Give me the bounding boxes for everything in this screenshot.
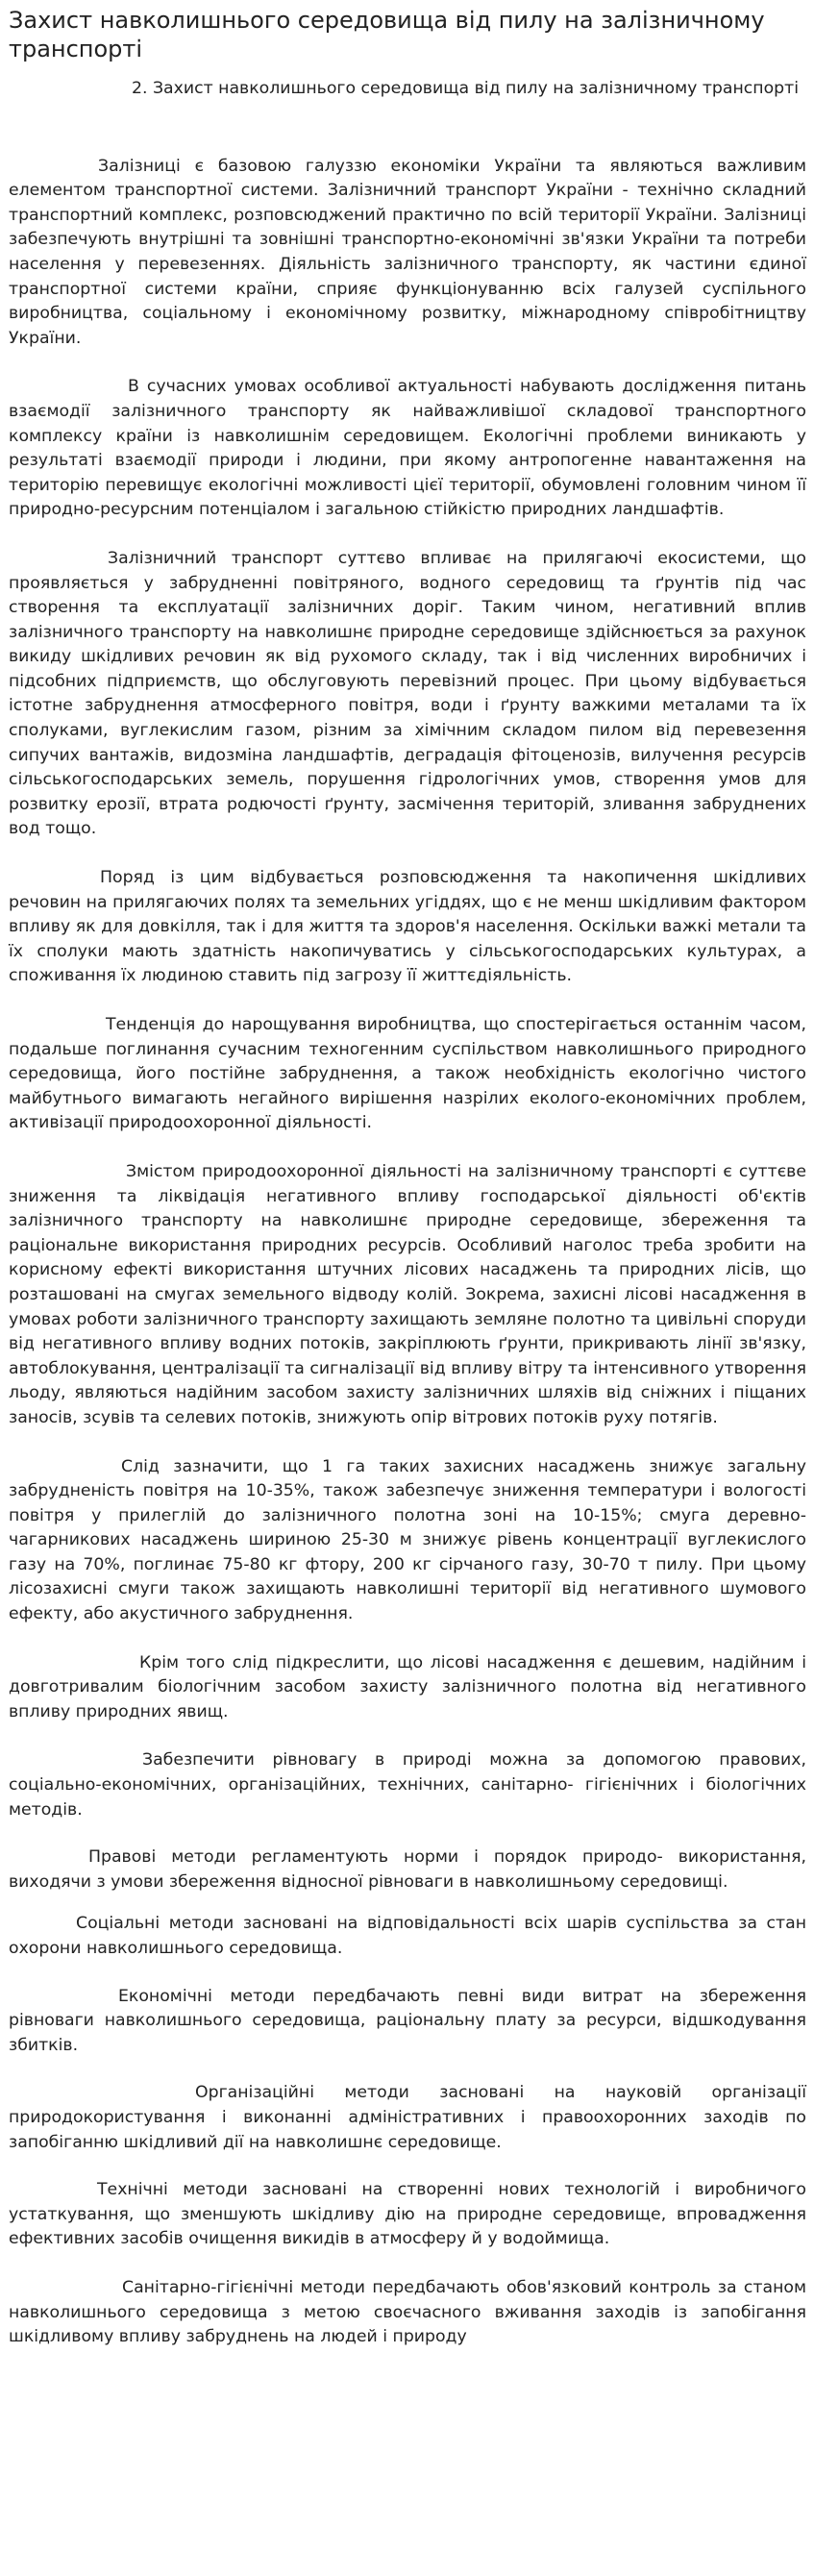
paragraph-14: Технічні методи засновані на створенні нових технологій і виробничого устаткування, що зменшують шкідливу дію на природне середовище, впровадження ефективних засобів очищення викидів в атмосферу й у водоймища. [9,2180,806,2249]
paragraph-6: Змістом природоохоронної діяльності на залізничному транспорті є суттєве зниження та ліквідація негативного впливу господарської діяльності об'єктів залізничного транспорту на навколишнє природне середовище, збереження та раціональне використання природних ресурсів. Особливий наголос треба зробити на корисному ефекті використання штучних лісових насаджень та природних лісів, що розташовані на смугах земельного відводу колій. Зокрема, захисні лісові насадження в умовах роботи залізничного транспорту захищають земляне полотно та цивільні споруди від негативного впливу водних потоків, закріплюють ґрунти, прикривають лінії зв'язку, автоблокування, централізації та сигналізації від впливу вітру та інтенсивного утворення льоду, являються надійним засобом захисту залізничних шляхів від сніжних і піщаних заносів, зсувів та селевих потоків, знижують опір вітрових потоків руху потягів. [9,1161,806,1427]
paragraph-8: Крім того слід підкреслити, що лісові насадження є дешевим, надійним і довготривалим біологічним засобом захисту залізничного полотна від негативного впливу природних явищ. [9,1652,806,1721]
paragraph-5: Тенденція до нарощування виробництва, що спостерігається останнім часом, подальше поглинання сучасним техногенним суспільством навколишнього природного середовища, його постійне забруднення, а також необхідність екологічно чистого майбутнього вимагають негайного вирішення назрілих еколого-економічних проблем, активізації природоохоронної діяльності. [9,1015,806,1133]
paragraph-3: Залізничний транспорт суттєво впливає на прилягаючі екосистеми, що проявляється у забрудненні повітряного, водного середовищ та ґрунтів під час створення та експлуатації залізничних доріг. Таким чином, негативний вплив залізничного транспорту на навколишнє природне середовище здійснюється за рахунок викиду шкідливих речовин як від рухомого складу, так і від численних виробничих і підсобних підприємств, що обслуговують перевізний процес. При цьому відбувається істотне забруднення атмосферного повітря, води і ґрунту важкими металами та їх сполуками, вуглекислим газом, різним за хімічним складом пилом від перевезення сипучих вантажів, видозміна ландшафтів, деградація фітоценозів, вилучення ресурсів сільськогосподарських земель, порушення гідрологічних умов, створення умов для розвитку ерозії, втрата родючості ґрунту, засмічення територій, зливання забруднених вод тощо. [9,548,806,839]
paragraph-10: Правові методи регламентують норми і порядок природо- використання, виходячи з умови збереження відносної рівноваги в навколишньому середовищі. [9,1847,806,1892]
paragraph-15: Санітарно-гігієнічні методи передбачають обов'язковий контроль за станом навколишнього середовища з метою своєчасного вживання заходів із запобігання шкідливому впливу забруднень на людей і природу [9,2277,806,2347]
paragraph-12: Економічні методи передбачають певні види витрат на збереження рівноваги навколишнього середовища, раціональну плату за ресурси, відшкодування збитків. [9,1986,806,2055]
paragraph-2: В сучасних умовах особливої актуальності набувають дослідження питань взаємодії залізничного транспорту як найважливішої складової транспортного комплексу країни із навколишнім середовищем. Екологічні проблеми виникають у результаті взаємодії природи і людини, при якому антропогенне навантаження на територію перевищує екологічні можливості цієї території, обумовлені головним чином її природно-ресурсним потенціалом і загальною стійкістю природних ландшафтів. [9,377,806,520]
document-page [0,6,814,2576]
paragraph-1: Залізниці є базовою галуззю економіки України та являються важливим елементом транспортної системи. Залізничний транспорт України - технічно складний транспортний комплекс, розповсюджений практично по всій території України. Залізниці забезпечують внутрішні та зовнішні транспортно-економічні зв'язки України та потреби населення у перевезеннях. Діяльність залізничного транспорту, як частини єдиної транспортної системи країни, сприяє функціонуванню всіх галузей суспільного виробництва, соціальному і економічному розвитку, міжнародному співробітництву України. [9,156,806,348]
paragraph-7: Слід зазначити, що 1 га таких захисних насаджень знижує загальну забрудненість повітря на 10-35%, також забезпечує зниження температури і вологості повітря у прилеглій до залізничного полотна зоні на 10-15%; смуга деревно-чагарникових насаджень шириною 25-30 м знижує рівень концентрації вуглекислого газу на 70%, поглинає 75-80 кг фтору, 200 кг сірчаного газу, 30-70 т пилу. При цьому лісозахисні смуги також захищають навколишні території від негативного шумового ефекту, або акустичного забруднення. [9,1456,806,1624]
document-body [9,77,806,2350]
section-heading: 2. Захист навколишнього середовища від пилу на залізничному транспорті [132,79,800,98]
paragraph-9: Забезпечити рівновагу в природі можна за допомогою правових, соціально-економічних, організаційних, технічних, санітарно- гігієнічних і біологічних методів. [9,1750,806,1820]
paragraph-11: Соціальні методи засновані на відповідальності всіх шарів суспільства за стан охорони навколишнього середовища. [9,1914,806,1958]
page-title: Захист навколишнього середовища від пилу на залізничному транспорті [9,7,765,62]
paragraph-13: Організаційні методи засновані на науковій організації природокористування і виконанні адміністративних і правоохоронних заходів по запобіганню шкідливий дії на навколишнє середовище. [9,2083,806,2152]
paragraph-4: Поряд із цим відбувається розповсюдження та накопичення шкідливих речовин на прилягаючих полях та земельних угіддях, що є не менш шкідливим фактором впливу як для довкілля, так і для життя та здоров'я населення. Оскільки важкі метали та їх сполуки мають здатність накопичуватись у сільськогосподарських культурах, а споживання їх людиною ставить під загрозу її життєдіяльність. [9,868,806,986]
